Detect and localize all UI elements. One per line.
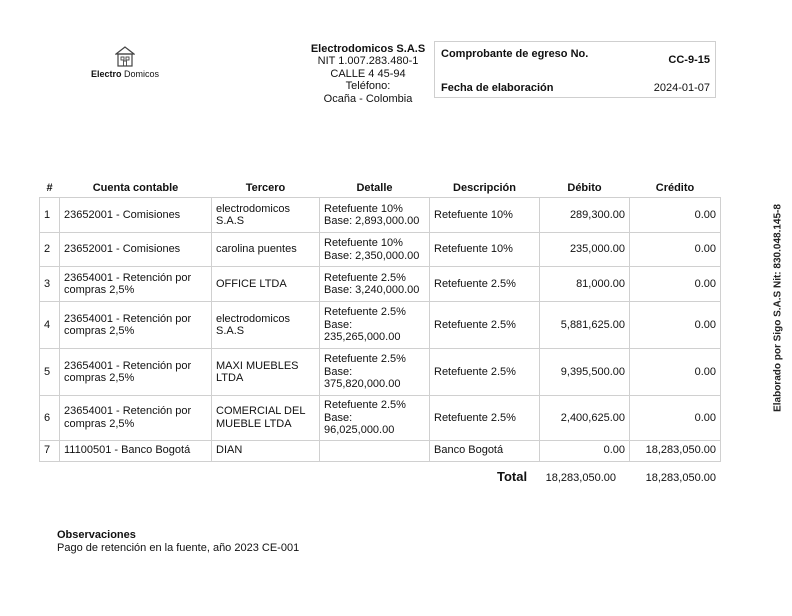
entries-table xyxy=(39,179,721,462)
cell-number: 2 xyxy=(40,233,60,267)
table-header-row xyxy=(40,179,721,198)
cell-credit: 0.00 xyxy=(630,349,721,396)
company-logo xyxy=(90,46,160,79)
cell-debit: 2,400,625.00 xyxy=(540,396,630,441)
voucher-box xyxy=(434,41,716,98)
building-icon xyxy=(115,46,135,68)
cell-detail: Retefuente 10% Base: 2,350,000.00 xyxy=(320,233,430,267)
cell-debit: 289,300.00 xyxy=(540,198,630,233)
cell-detail xyxy=(320,440,430,461)
observations xyxy=(57,529,299,554)
cell-number: 4 xyxy=(40,302,60,349)
voucher-date-label: Fecha de elaboración xyxy=(441,82,554,94)
company-phone-label: Teléfono: xyxy=(345,80,391,93)
voucher-date: 2024-01-07 xyxy=(653,82,710,94)
cell-detail: Retefuente 2.5% Base: 96,025,000.00 xyxy=(320,396,430,441)
cell-third: electrodomicos S.A.S xyxy=(212,198,320,233)
cell-detail: Retefuente 10% Base: 2,893,000.00 xyxy=(320,198,430,233)
cell-third: electrodomicos S.A.S xyxy=(212,302,320,349)
total-credit: 18,283,050.00 xyxy=(645,472,716,484)
cell-number: 6 xyxy=(40,396,60,441)
cell-credit: 18,283,050.00 xyxy=(630,440,721,461)
company-location: Ocaña - Colombia xyxy=(323,92,413,105)
cell-credit: 0.00 xyxy=(630,198,721,233)
cell-third: COMERCIAL DEL MUEBLE LTDA xyxy=(212,396,320,441)
cell-account: 23652001 - Comisiones xyxy=(60,233,212,267)
table-row xyxy=(40,396,721,441)
cell-third: MAXI MUEBLES LTDA xyxy=(212,349,320,396)
total-debit: 18,283,050.00 xyxy=(545,472,616,484)
cell-debit: 9,395,500.00 xyxy=(540,349,630,396)
cell-debit: 0.00 xyxy=(540,440,630,461)
cell-debit: 235,000.00 xyxy=(540,233,630,267)
cell-description: Banco Bogotá xyxy=(430,440,540,461)
cell-account: 11100501 - Banco Bogotá xyxy=(60,440,212,461)
cell-account: 23654001 - Retención por compras 2,5% xyxy=(60,267,212,302)
cell-number: 7 xyxy=(40,440,60,461)
table-row xyxy=(40,198,721,233)
table-row xyxy=(40,267,721,302)
col-header-description: Descripción xyxy=(430,179,540,198)
table-row xyxy=(40,349,721,396)
company-info xyxy=(300,43,436,105)
cell-description: Retefuente 2.5% xyxy=(430,349,540,396)
col-header-number: # xyxy=(40,179,60,198)
cell-account: 23652001 - Comisiones xyxy=(60,198,212,233)
voucher-number: CC-9-15 xyxy=(668,54,710,66)
cell-debit: 5,881,625.00 xyxy=(540,302,630,349)
cell-account: 23654001 - Retención por compras 2,5% xyxy=(60,396,212,441)
logo-text: Electro Domicos xyxy=(90,69,160,79)
voucher-title: Comprobante de egreso No. xyxy=(441,48,589,60)
cell-account: 23654001 - Retención por compras 2,5% xyxy=(60,302,212,349)
cell-description: Retefuente 10% xyxy=(430,233,540,267)
cell-number: 1 xyxy=(40,198,60,233)
cell-description: Retefuente 2.5% xyxy=(430,396,540,441)
cell-number: 5 xyxy=(40,349,60,396)
cell-credit: 0.00 xyxy=(630,396,721,441)
cell-detail: Retefuente 2.5% Base: 375,820,000.00 xyxy=(320,349,430,396)
cell-detail: Retefuente 2.5% Base: 3,240,000.00 xyxy=(320,267,430,302)
col-header-debit: Débito xyxy=(540,179,630,198)
cell-detail: Retefuente 2.5% Base: 235,265,000.00 xyxy=(320,302,430,349)
cell-third: OFFICE LTDA xyxy=(212,267,320,302)
cell-third: DIAN xyxy=(212,440,320,461)
cell-description: Retefuente 2.5% xyxy=(430,267,540,302)
cell-account: 23654001 - Retención por compras 2,5% xyxy=(60,349,212,396)
side-note: Elaborado por Sigo S.A.S Nit: 830.048.145-8 xyxy=(772,204,784,412)
col-header-third: Tercero xyxy=(212,179,320,198)
company-address: CALLE 4 45-94 xyxy=(330,67,406,80)
table-row xyxy=(40,233,721,267)
col-header-credit: Crédito xyxy=(630,179,721,198)
observations-label: Observaciones xyxy=(57,529,136,541)
col-header-detail: Detalle xyxy=(320,179,430,198)
col-header-account: Cuenta contable xyxy=(60,179,212,198)
observations-text: Pago de retención en la fuente, año 2023 CE-001 xyxy=(57,541,300,554)
cell-description: Retefuente 2.5% xyxy=(430,302,540,349)
cell-number: 3 xyxy=(40,267,60,302)
cell-description: Retefuente 10% xyxy=(430,198,540,233)
cell-credit: 0.00 xyxy=(630,233,721,267)
table-row xyxy=(40,302,721,349)
company-name: Electrodomicos S.A.S xyxy=(310,43,426,55)
cell-debit: 81,000.00 xyxy=(540,267,630,302)
company-nit: NIT 1.007.283.480-1 xyxy=(317,55,419,68)
cell-credit: 0.00 xyxy=(630,302,721,349)
total-label: Total xyxy=(497,469,528,484)
cell-third: carolina puentes xyxy=(212,233,320,267)
table-row xyxy=(40,440,721,461)
cell-credit: 0.00 xyxy=(630,267,721,302)
